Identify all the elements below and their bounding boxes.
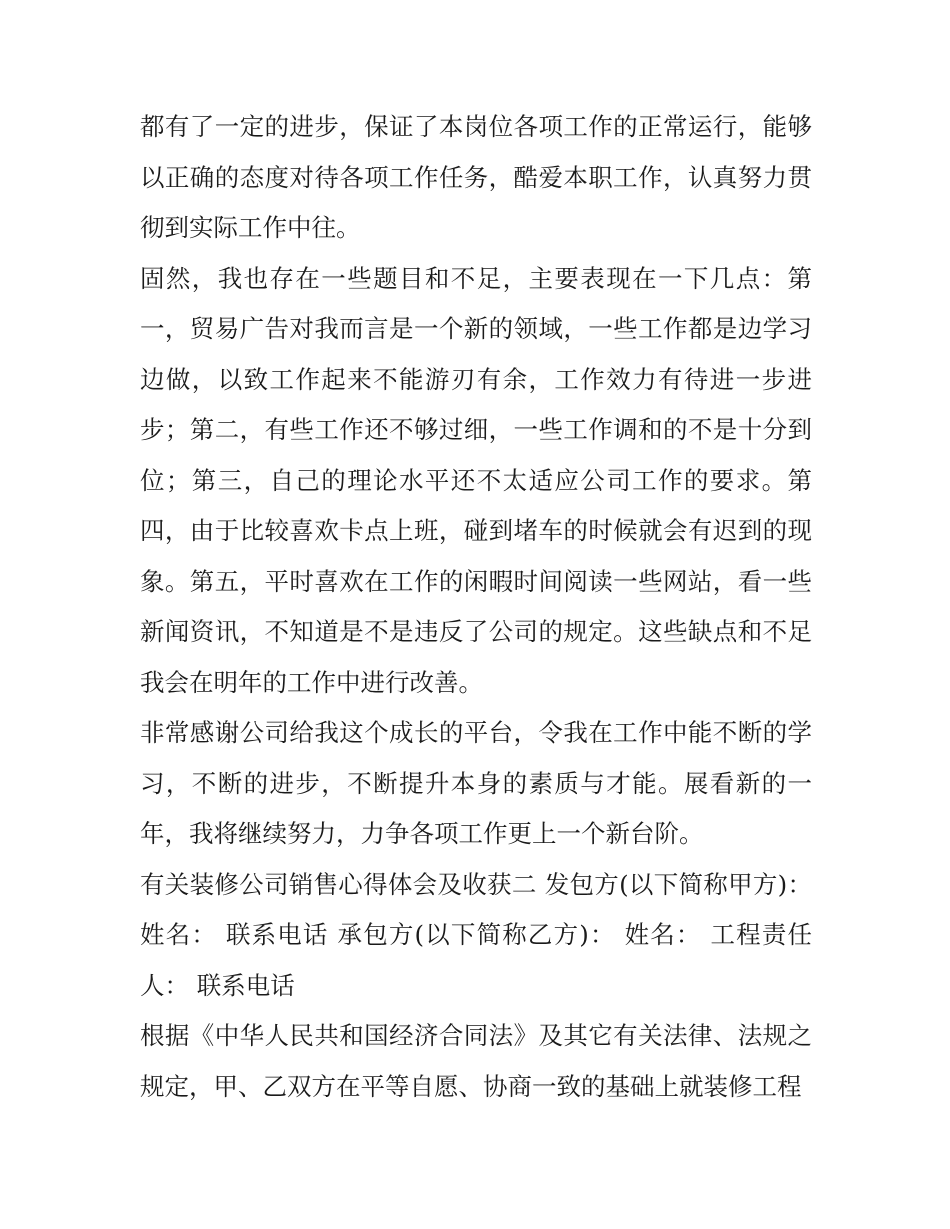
paragraph-contract-basis: 根据《中华人民共和国经济合同法》及其它有关法律、法规之规定，甲、乙双方在平等自愿、协商一致的基础上就装修工程: [140, 1021, 812, 1101]
paragraph-progress: 都有了一定的进步，保证了本岗位各项工作的正常运行，能够以正确的态度对待各项工作任务，酷爱本职工作，认真努力贯彻到实际工作中往。: [140, 112, 812, 242]
paragraph-thanks: 非常感谢公司给我这个成长的平台，令我在工作中能不断的学习，不断的进步，不断提升本身的素质与才能。展看新的一年，我将继续努力，力争各项工作更上一个新台阶。: [140, 718, 812, 848]
paragraph-contract-parties: 有关装修公司销售心得体会及收获二 发包方(以下简称甲方)： 姓名： 联系电话 承包方(以下简称乙方)： 姓名： 工程责任人： 联系电话: [140, 869, 812, 1000]
paragraph-shortcomings: 固然，我也存在一些题目和不足，主要表现在一下几点：第一，贸易广告对我而言是一个新的领域，一些工作都是边学习边做，以致工作起来不能游刃有余，工作效力有待进一步进步；第二，有些工作还不够过细，一些工作调和的不是十分到位；第三，自己的理论水平还不太适应公司工作的要求。第四，由于比较喜欢卡点上班，碰到堵车的时候就会有迟到的现象。第五，平时喜欢在工作的闲暇时间阅读一些网站，看一些新闻资讯，不知道是不是违反了公司的规定。这些缺点和不足我会在明年的工作中进行改善。: [140, 263, 812, 697]
document-body: [140, 102, 812, 1112]
